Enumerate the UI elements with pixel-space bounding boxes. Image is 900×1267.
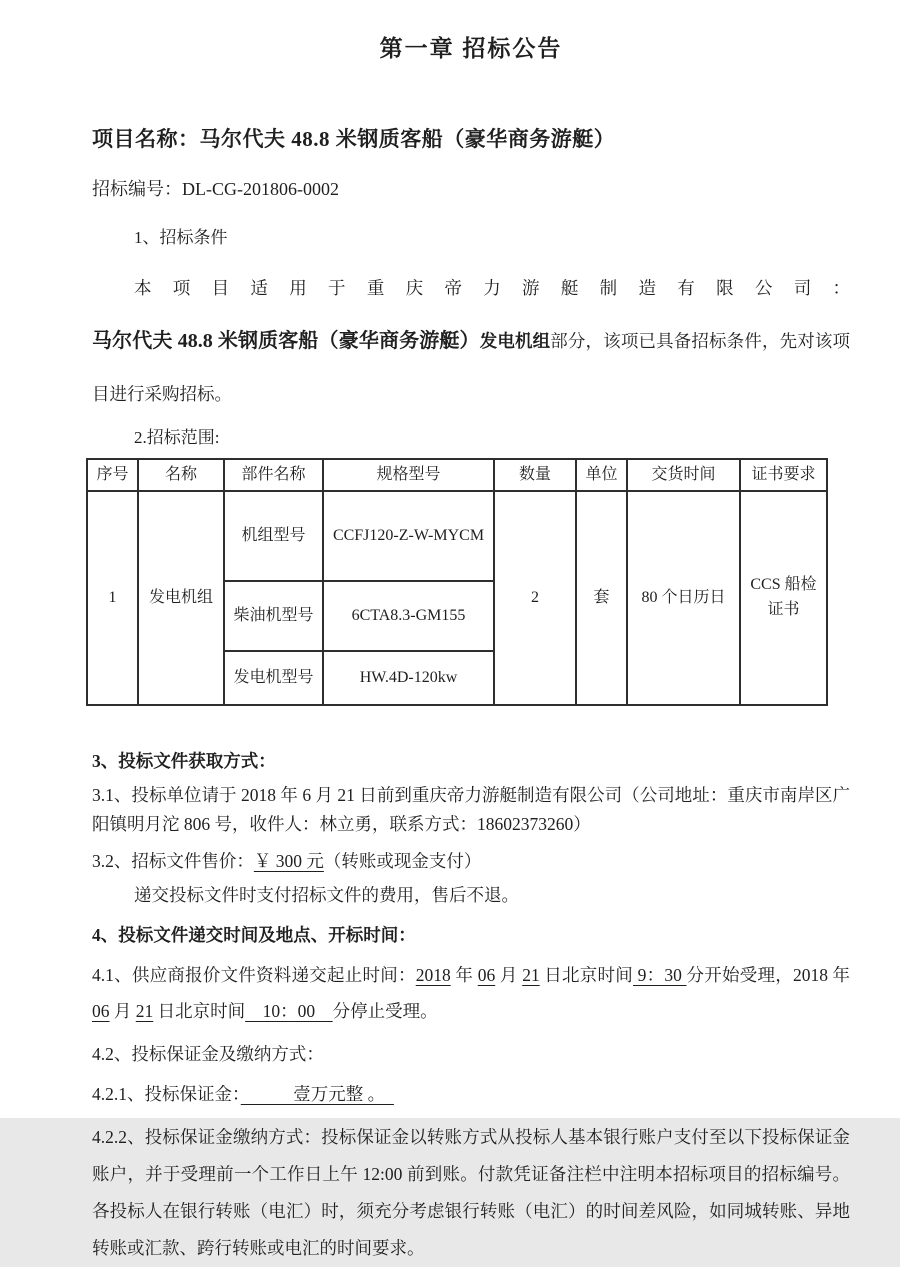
scope-table: [86, 458, 828, 706]
section-3-2-line: [92, 848, 850, 873]
section-4-2-line: 4.2、投标保证金及缴纳方式：: [92, 1044, 324, 1064]
text-segment: ￥ 300 元: [253, 851, 324, 871]
text-segment: 9：30: [633, 965, 687, 985]
header-part-name: 部件名称: [224, 459, 323, 491]
chapter-title: 第一章 招标公告: [379, 36, 563, 61]
section-3-1-paragraph: 3.1、投标单位请于 2018 年 6 月 21 日前到重庆帝力游艇制造有限公司（公司地址：重庆市南岸区广阳镇明月沱 806 号，收件人：林立勇，联系方式：18602373260）: [92, 785, 850, 834]
cell-part-3: 发电机型号: [224, 651, 323, 705]
text-segment: 2018: [415, 965, 451, 985]
header-name: 名称: [138, 459, 224, 491]
cell-certificate: CCS 船检证书: [740, 491, 827, 705]
text-segment: 10：00: [245, 1001, 333, 1021]
text-segment: 4.2.1、投标保证金：: [92, 1084, 241, 1104]
section-3-note: 递交投标文件时支付招标文件的费用，售后不退。: [134, 885, 519, 905]
cell-spec-2: 6CTA8.3-GM155: [323, 581, 494, 651]
cell-unit: 套: [576, 491, 627, 705]
text-segment: 分停止受理。: [332, 1001, 438, 1021]
text-segment: 21: [135, 1001, 154, 1021]
text-segment: 分开始受理，: [686, 965, 793, 985]
cell-part-1: 机组型号: [224, 491, 323, 581]
header-delivery-time: 交货时间: [627, 459, 740, 491]
text-segment: 21: [522, 965, 540, 985]
cell-spec-1: CCFJ120-Z-W-MYCM: [323, 491, 494, 581]
text-segment: 06: [92, 1001, 110, 1021]
cell-qty: 2: [494, 491, 576, 705]
text-segment: 4.1、供应商报价文件资料递交起止时间：: [92, 965, 416, 985]
section-3-heading: 3、投标文件获取方式：: [92, 751, 276, 771]
cell-seq: 1: [87, 491, 138, 705]
section-1-heading: 1、招标条件: [134, 228, 228, 247]
section-4-heading: 4、投标文件递交时间及地点、开标时间：: [92, 925, 416, 945]
text-segment: 部分，该项已具备招标条件，先对该项目进行采购招标。: [92, 331, 851, 404]
cell-name: 发电机组: [138, 491, 224, 705]
text-segment: 日北京时间: [153, 1001, 246, 1021]
header-certificate: 证书要求: [740, 459, 827, 491]
section-1-paragraph: [92, 262, 850, 421]
section-4-2-2-paragraph: 4.2.2、投标保证金缴纳方式：投标保证金以转账方式从投标人基本银行账户支付至以下投标保证金账户，并于受理前一个工作日上午 12:00 前到账。付款凭证备注栏中注明本招标项目的招标编号。各投标人在银行转账（电汇）时，须充分考虑银行转账（电汇）的时间差风险，如同城转账、异地转账或汇款、跨行转账或电汇的时间要求。: [92, 1127, 850, 1258]
header-qty: 数量: [494, 459, 576, 491]
table-row: [87, 491, 827, 581]
text-segment: 月: [495, 965, 523, 985]
text-segment: 06: [477, 965, 496, 985]
text-segment: 月: [109, 1001, 136, 1021]
text-segment: 年: [450, 965, 478, 985]
table-header-row: [87, 459, 827, 491]
header-unit: 单位: [576, 459, 627, 491]
header-seq: 序号: [87, 459, 138, 491]
section-4-2-1-line: [92, 1081, 850, 1106]
text-segment: 本项目适用于重庆帝力游艇制造有限公司：: [134, 278, 850, 298]
text-segment: 日北京时间: [539, 965, 634, 985]
text-segment: 3.2、招标文件售价：: [92, 851, 254, 871]
section-2-heading: 2.招标范围:: [134, 428, 220, 447]
cell-delivery: 80 个日历日: [627, 491, 740, 705]
cell-spec-3: HW.4D-120kw: [323, 651, 494, 705]
text-segment: 发电机组: [479, 331, 551, 351]
header-spec-model: 规格型号: [323, 459, 494, 491]
section-4-1-paragraph: [92, 957, 850, 1029]
cell-part-2: 柴油机型号: [224, 581, 323, 651]
text-segment: 壹万元整 。: [240, 1084, 394, 1104]
tender-number-line: 招标编号：DL-CG-201806-0002: [92, 179, 339, 199]
project-name-line: 项目名称：马尔代夫 48.8 米钢质客船（豪华商务游艇）: [92, 127, 616, 151]
text-segment: （转账或现金支付）: [323, 851, 482, 871]
text-segment: 马尔代夫 48.8 米钢质客船（豪华商务游艇）: [92, 330, 480, 352]
text-segment: 2018 年: [792, 965, 851, 985]
